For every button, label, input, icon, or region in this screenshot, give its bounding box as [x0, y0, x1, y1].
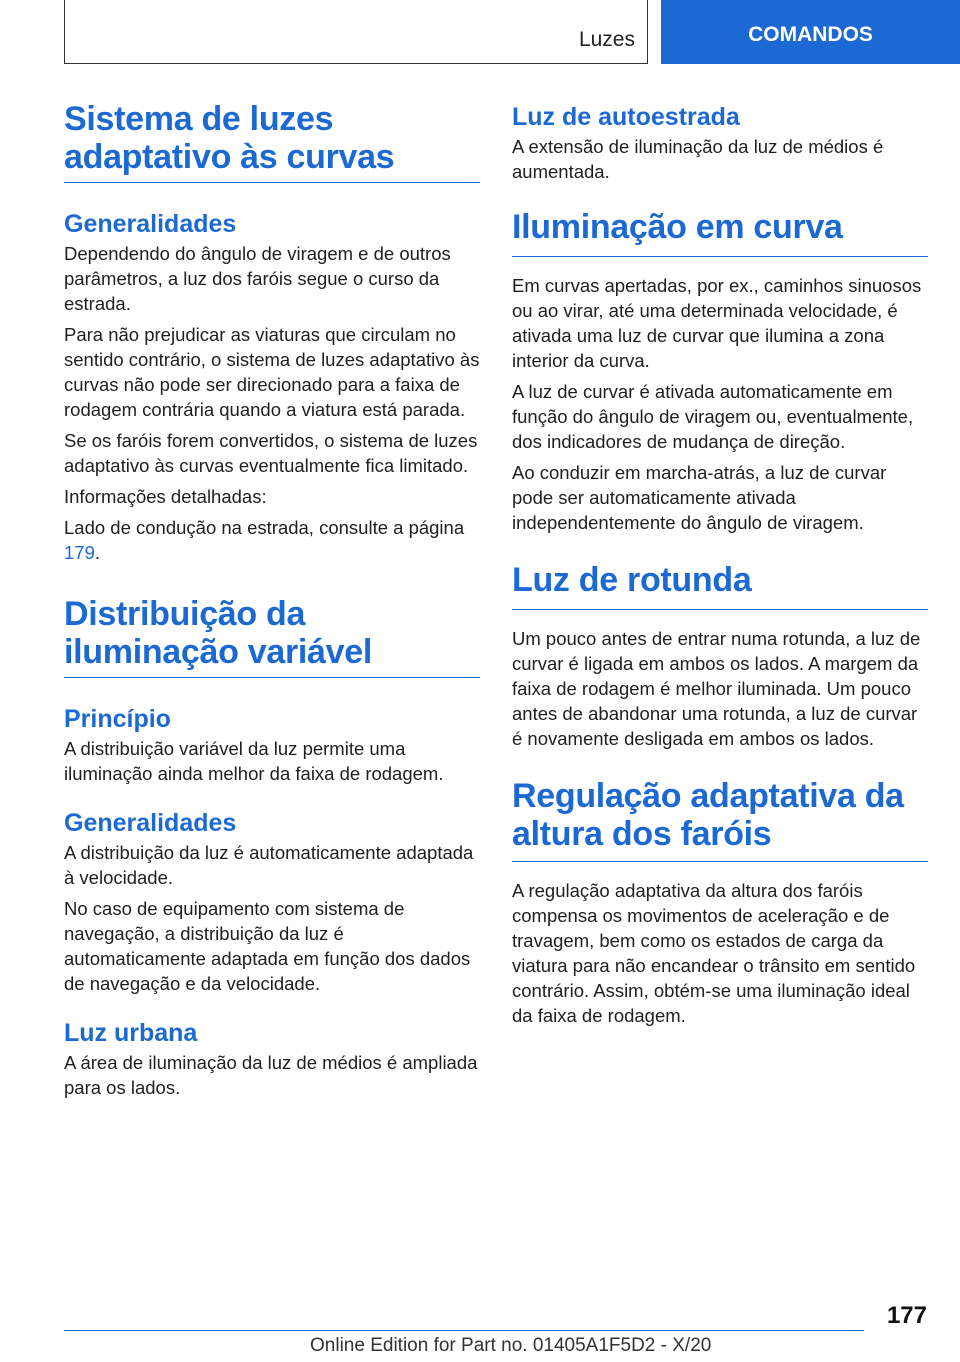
- paragraph: A regulação adaptativa da altura dos faróis compensa os movimentos de aceleração e de travagem, bem como os estados de carga da viatura para não encandear o trânsito em sentido contrário. Assim, obtém-se uma iluminação ideal da faixa de rodagem.: [512, 880, 916, 1026]
- paragraph: A distribuição da luz é automaticamente adaptada à velocidade.: [64, 842, 474, 888]
- heading-cornering-light: Iluminação em curva: [512, 208, 928, 257]
- footer-edition: Online Edition for Part no. 01405A1F5D2 - X/20: [310, 1335, 712, 1356]
- subheading-general-1: Generalidades: [64, 210, 237, 238]
- paragraph: A extensão de iluminação da luz de médios é aumentada.: [512, 136, 884, 182]
- footer-divider: [64, 1330, 864, 1331]
- left-column: [64, 100, 480, 1100]
- header-section-title: Luzes: [578, 28, 635, 51]
- page-link[interactable]: 179: [64, 542, 95, 563]
- heading-roundabout-light: Luz de rotunda: [512, 561, 928, 610]
- header-frame: [64, 0, 648, 64]
- paragraph: A distribuição variável da luz permite uma iluminação ainda melhor da faixa de rodagem.: [64, 738, 444, 784]
- paragraph: A área de iluminação da luz de médios é ampliada para os lados.: [64, 1052, 478, 1098]
- right-column: [512, 100, 928, 1028]
- paragraph: No caso de equipamento com sistema de navegação, a distribuição da luz é automaticamente adaptada em função dos dados de navegação e da velocidade.: [64, 898, 471, 994]
- paragraph: Informações detalhadas:: [64, 486, 267, 507]
- paragraph: Para não prejudicar as viaturas que circulam no sentido contrário, o sistema de luzes adaptativo às curvas não pode ser direcionado para a faixa de rodagem contrária quando a viatura está parada.: [64, 324, 480, 420]
- heading-variable-light-distribution: Distribuição da iluminação variável: [64, 595, 480, 678]
- paragraph: Dependendo do ângulo de viragem e de outros parâmetros, a luz dos faróis segue o curso da estrada.: [64, 243, 451, 314]
- page-number: 177: [886, 1302, 927, 1329]
- paragraph: Ao conduzir em marcha-atrás, a luz de curvar pode ser automaticamente ativada independentemente do ângulo de viragem.: [512, 462, 887, 533]
- heading-adaptive-headlight-leveling: Regulação adaptativa da altura dos faróis: [512, 777, 928, 862]
- paragraph: Se os faróis forem convertidos, o sistema de luzes adaptativo às curvas eventualmente fica limitado.: [64, 430, 478, 476]
- paragraph: Em curvas apertadas, por ex., caminhos sinuosos ou ao virar, até uma determinada velocidade, é ativada uma luz de curvar que ilumina a zona interior da curva.: [512, 275, 922, 371]
- subheading-principle: Princípio: [64, 705, 171, 733]
- header-chapter-tab[interactable]: COMANDOS: [661, 0, 960, 64]
- page-ref-end: .: [94, 542, 101, 563]
- paragraph: A luz de curvar é ativada automaticamente em função do ângulo de viragem ou, eventualmente, dos indicadores de mudança de direção.: [512, 381, 914, 452]
- heading-adaptive-curve-lights: Sistema de luzes adaptativo às curvas: [64, 100, 480, 183]
- paragraph-page-ref: [64, 515, 480, 565]
- subheading-highway-light: Luz de autoestrada: [512, 103, 740, 131]
- subheading-urban-light: Luz urbana: [64, 1019, 198, 1047]
- subheading-general-2: Generalidades: [64, 809, 237, 837]
- paragraph: Um pouco antes de entrar numa rotunda, a luz de curvar é ligada em ambos os lados. A margem da faixa de rodagem é melhor iluminada. Um pouco antes de abandonar uma rotunda, a luz de curvar é novamente desligada em ambos os lados.: [512, 628, 921, 749]
- page-ref-text: Lado de condução na estrada, consulte a página: [64, 517, 465, 538]
